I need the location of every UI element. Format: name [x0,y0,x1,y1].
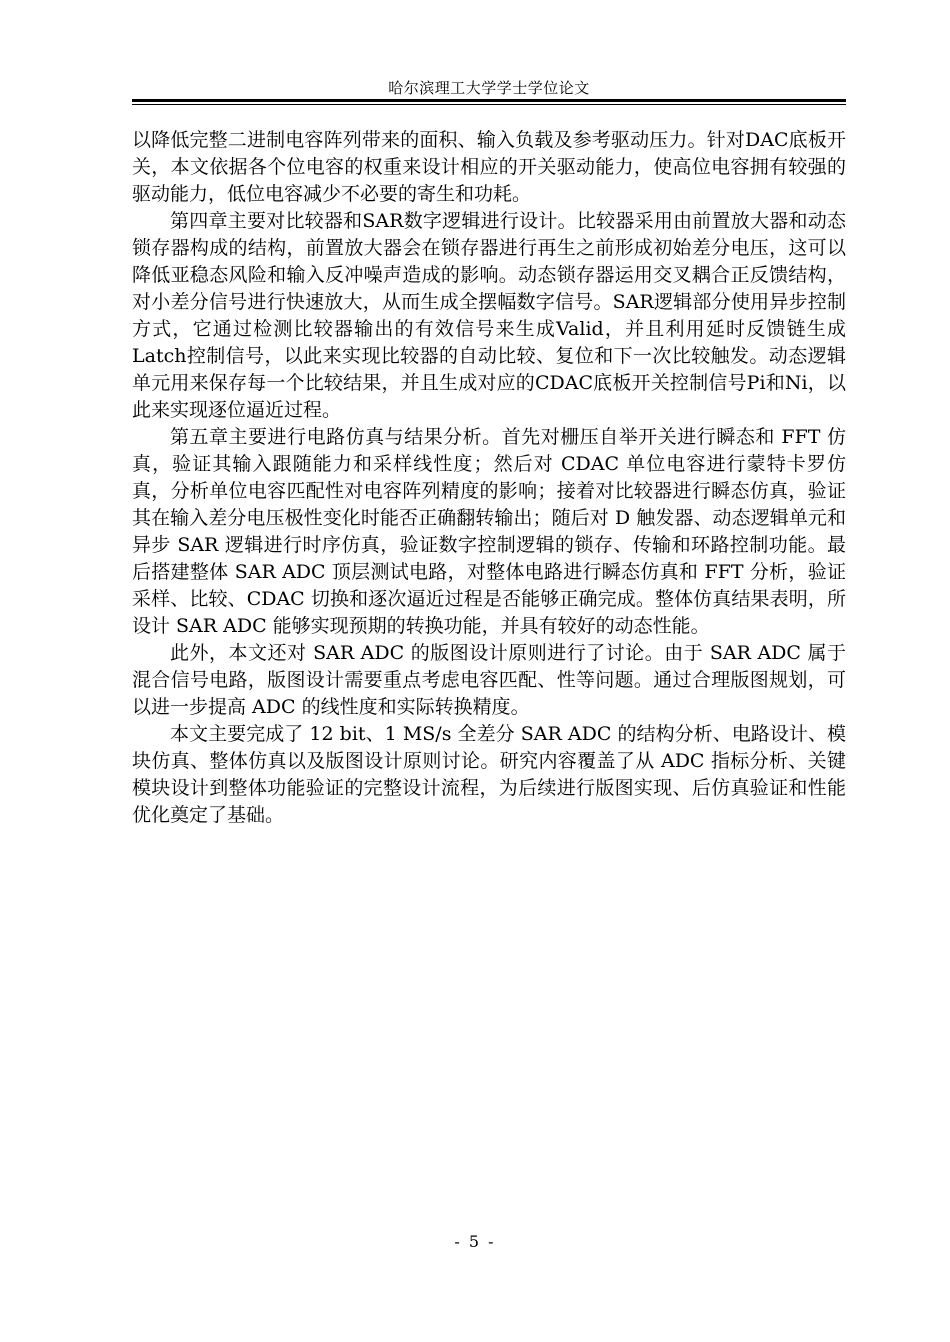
paragraph-chapter-four: 第四章主要对比较器和SAR数字逻辑进行设计。比较器采用由前置放大器和动态锁存器构成的结构，前置放大器会在锁存器进行再生之前形成初始差分电压，这可以降低亚稳态风险和输入反冲噪声造成的影响。动态锁存器运用交叉耦合正反馈结构，对小差分信号进行快速放大，从而生成全摆幅数字信号。SAR逻辑部分使用异步控制方式，它通过检测比较器输出的有效信号来生成Valid，并且利用延时反馈链生成Latch控制信号，以此来实现比较器的自动比较、复位和下一次比较触发。动态逻辑单元用来保存每一个比较结果，并且生成对应的CDAC底板开关控制信号Pi和Ni，以此来实现逐位逼近过程。 [132,210,846,421]
header-rule-thick [132,99,846,102]
paragraph-continuation: 以降低完整二进制电容阵列带来的面积、输入负载及参考驱动压力。针对DAC底板开关，本文依据各个位电容的权重来设计相应的开关驱动能力，使高位电容拥有较强的驱动能力，低位电容减少不必要的寄生和功耗。 [132,129,846,205]
header-rule-thin [132,104,846,105]
page-header-title: 哈尔滨理工大学学士学位论文 [388,79,590,97]
paragraph-chapter-five: 第五章主要进行电路仿真与结果分析。首先对栅压自举开关进行瞬态和 FFT 仿真，验证其输入跟随能力和采样线性度；然后对 CDAC 单位电容进行蒙特卡罗仿真，分析单位电容匹配性对电容阵列精度的影响；接着对比较器进行瞬态仿真，验证其在输入差分电压极性变化时能否正确翻转输出；随后对 D 触发器、动态逻辑单元和异步 SAR 逻辑进行时序仿真，验证数字控制逻辑的锁存、传输和环路控制功能。最后搭建整体 SAR ADC 顶层测试电路，对整体电路进行瞬态仿真和 FFT 分析，验证采样、比较、CDAC 切换和逐次逼近过程是否能够正确完成。整体仿真结果表明，所设计 SAR ADC 能够实现预期的转换功能，并具有较好的动态性能。 [132,426,846,637]
page-number: - 5 - [454,1232,496,1251]
paragraph-layout-discussion: 此外，本文还对 SAR ADC 的版图设计原则进行了讨论。由于 SAR ADC 属于混合信号电路，版图设计需要重点考虑电容匹配、性等问题。通过合理版图规划，可以进一步提高 ADC 的线性度和实际转换精度。 [132,642,846,718]
body-text [132,127,846,829]
paragraph-summary: 本文主要完成了 12 bit、1 MS/s 全差分 SAR ADC 的结构分析、电路设计、模块仿真、整体仿真以及版图设计原则讨论。研究内容覆盖了从 ADC 指标分析、关键模块设计到整体功能验证的完整设计流程，为后续进行版图实现、后仿真验证和性能优化奠定了基础。 [132,723,846,826]
